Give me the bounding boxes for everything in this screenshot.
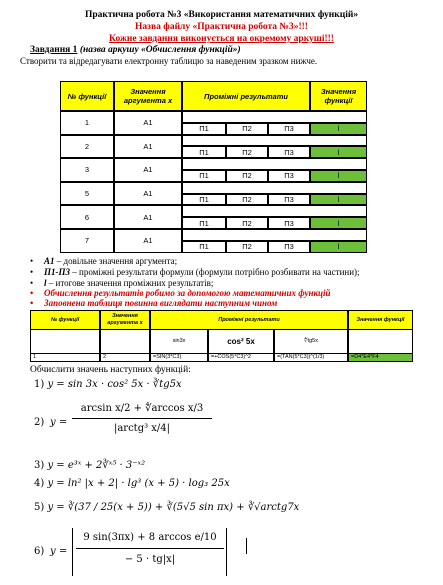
s-header-value: Значення функції xyxy=(348,310,413,330)
row-value: l xyxy=(310,170,367,182)
filled-sample-table xyxy=(30,310,413,362)
row-argument: A1 xyxy=(114,229,182,253)
row-p1: П1 xyxy=(182,241,226,253)
row-number: 5 xyxy=(60,182,114,206)
row-p1: П1 xyxy=(182,194,226,206)
row-top-band xyxy=(182,158,367,170)
row-p3: П3 xyxy=(268,170,310,182)
task-label: Завдання 1 xyxy=(30,45,78,55)
s-empty-2 xyxy=(100,330,150,354)
row-number: 2 xyxy=(60,135,114,159)
separate-sheet-note: Кожне завдання виконується на окремому аркуші!!! xyxy=(109,34,334,44)
row-p1: П1 xyxy=(182,123,226,135)
row-p2: П2 xyxy=(226,170,268,182)
doc-title: Практична робота №3 «Використання математичних функцій» xyxy=(84,10,359,20)
row-number: 7 xyxy=(60,229,114,253)
task-instruction: Створити та відредагувати електронну таблицю за наведеним зразком нижче. xyxy=(20,56,318,66)
row-value: l xyxy=(310,194,367,206)
note-math-functions: • Обчислення результатів робимо за допомогою математичних функцій xyxy=(30,288,331,298)
row-p2: П2 xyxy=(226,123,268,135)
s-row-sin: =SIN(3*C3) xyxy=(150,354,208,362)
s-row-number: 1 xyxy=(30,354,100,362)
row-top-band xyxy=(182,205,367,217)
row-top-band xyxy=(182,229,367,241)
row-p3: П3 xyxy=(268,194,310,206)
sample-table xyxy=(60,81,367,253)
row-argument: A1 xyxy=(114,205,182,229)
row-argument: A1 xyxy=(114,158,182,182)
header-function-value: Значення функції xyxy=(310,81,367,111)
formula-4: 4) y = ln² |x + 2| · lg³ (x + 5) · log₃ 25x xyxy=(34,478,230,489)
s-empty-1 xyxy=(30,330,100,354)
sheet-name-note: (назва аркушу «Обчислення функцій») xyxy=(79,45,241,55)
row-argument: A1 xyxy=(114,182,182,206)
note-a1: • А1 – довільне значення аргумента; xyxy=(30,256,178,266)
header-intermediate: Проміжні результати xyxy=(182,81,310,111)
row-p3: П3 xyxy=(268,146,310,158)
note-l: • l – итогове значення проміжних результатів; xyxy=(30,278,214,288)
row-p1: П1 xyxy=(182,170,226,182)
row-top-band xyxy=(182,135,367,147)
note-filled-table: • Заповнена таблиця повинна виглядати наступним чином xyxy=(30,298,278,308)
row-number: 6 xyxy=(60,205,114,229)
header-argument: Значення аргумента х xyxy=(114,81,182,111)
row-p3: П3 xyxy=(268,217,310,229)
s-row-result: =D4*E4*F4 xyxy=(348,354,413,362)
row-argument: A1 xyxy=(114,111,182,135)
row-p3: П3 xyxy=(268,241,310,253)
s-sub-tg: ∜tg5x xyxy=(274,330,348,354)
row-number: 1 xyxy=(60,111,114,135)
row-number: 3 xyxy=(60,158,114,182)
formulas-title: Обчислити значень наступних функцій: xyxy=(30,365,191,375)
task-heading xyxy=(30,45,241,55)
row-value: l xyxy=(310,146,367,158)
document-page: Практична робота №3 «Використання математичних функцій» Назва файлу «Практична робота №3»!!! Кожне завдання виконується на окремому аркуші!!! Завдання 1 (назва аркушу «Обчислення функцій») Створити та відредагувати електронну таблицю за наведеним зразком нижче. № функції Значення аргумента х Проміжні результати Значення функції 1 A1 П1 П2 П3 l 2 A1 П1 П2 П3 l 3 A1 П1 П2 П3 l 5 A1 П1 П2 П3 l 6 A1 П1 П2 П3 l 7 A1 П1 П2 П3 l • А1 – довільне значення аргумента; • П1-П3 – проміжні результати формули (формули потрібно розбивати на частини); • l – итогове значення проміжних результатів; • Обчислення результатів робимо за допомогою математичних функцій • Заповнена таблиця повинна виглядати наступним чином № функції Значення аргумента х Проміжні результати Значення функції sin3x cos² 5x ∜tg5x 1 2 =SIN(3*C3) =+COS(5*C3)^2 =(TAN(5*C3))^(1/3) =D4*E4*F4 Обчислити значень наступних функцій: 1) y = sin 3x · cos² 5x · ∛tg5x 2) y = arcsin x/2 + ∜arccos x/3 |arctg³ x/4| 3) y = e³ˣ + 2∛ˣ⁵ · 3⁻ˣ² 4) y = ln² |x + 2| · lg³ (x + 5) · log₃ 25x 5) y = ∛(37 / 25(x + 5)) + ∛(5√5 sin πx) + ∛√arctg7x 6) y = 9 sin(3πx) + 8 arccos e/10 − 5 · tg|x| xyxy=(0,0,443,585)
row-value: l xyxy=(310,123,367,135)
s-header-intermediate: Проміжні результати xyxy=(150,310,348,330)
row-argument: A1 xyxy=(114,135,182,159)
s-row-cos: =+COS(5*C3)^2 xyxy=(208,354,274,362)
row-p2: П2 xyxy=(226,217,268,229)
row-value: l xyxy=(310,217,367,229)
row-top-band xyxy=(182,182,367,194)
row-value: l xyxy=(310,241,367,253)
formula-5: 5) y = ∛(37 / 25(x + 5)) + ∛(5√5 sin πx) + ∛√arctg7x xyxy=(34,502,300,513)
formula-1: 1) y = sin 3x · cos² 5x · ∛tg5x xyxy=(34,379,182,390)
row-p3: П3 xyxy=(268,123,310,135)
file-name-note: Назва файлу «Практична робота №3»!!! xyxy=(135,22,308,32)
row-p2: П2 xyxy=(226,241,268,253)
s-sub-cos: cos² 5x xyxy=(208,330,274,354)
row-p2: П2 xyxy=(226,194,268,206)
s-header-argument: Значення аргумента х xyxy=(100,310,150,330)
row-p1: П1 xyxy=(182,146,226,158)
note-p: • П1-П3 – проміжні результати формули (формули потрібно розбивати на частини); xyxy=(30,267,360,277)
s-row-tg: =(TAN(5*C3))^(1/3) xyxy=(274,354,348,362)
formula-3: 3) y = e³ˣ + 2∛ˣ⁵ · 3⁻ˣ² xyxy=(34,460,146,471)
s-empty-3 xyxy=(348,330,413,354)
header-function-number: № функції xyxy=(60,81,114,111)
s-sub-sin: sin3x xyxy=(150,330,208,354)
row-top-band xyxy=(182,111,367,123)
row-p2: П2 xyxy=(226,146,268,158)
s-header-number: № функції xyxy=(30,310,100,330)
s-row-arg: 2 xyxy=(100,354,150,362)
row-p1: П1 xyxy=(182,217,226,229)
